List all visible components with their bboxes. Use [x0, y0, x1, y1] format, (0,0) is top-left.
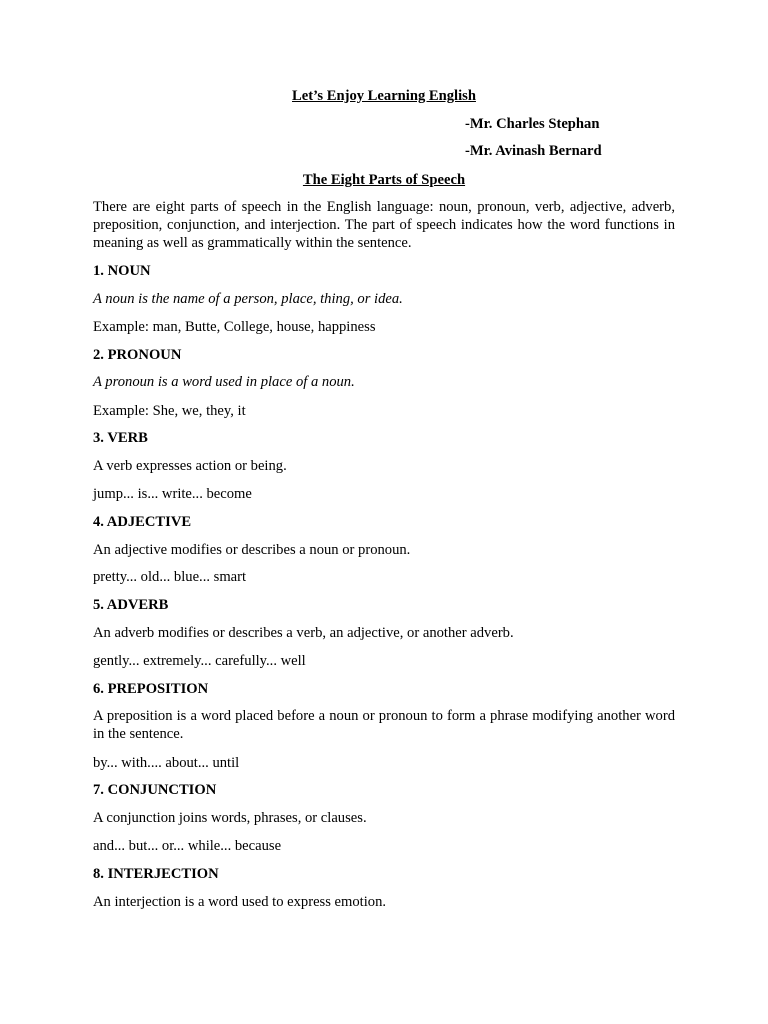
document-subtitle: The Eight Parts of Speech [302, 172, 466, 188]
section-example-adjective: pretty... old... blue... smart [93, 569, 247, 585]
section-heading-adjective: 4. ADJECTIVE [93, 514, 192, 530]
section-definition-adjective: An adjective modifies or describes a noun or pronoun. [93, 542, 411, 558]
section-definition-pronoun: A pronoun is a word used in place of a noun. [93, 374, 355, 390]
section-definition-adverb: An adverb modifies or describes a verb, an adjective, or another adverb. [93, 625, 514, 641]
section-heading-noun: 1. NOUN [93, 263, 151, 279]
section-definition-interjection: An interjection is a word used to express emotion. [93, 894, 387, 910]
section-definition-conjunction: A conjunction joins words, phrases, or clauses. [93, 810, 367, 826]
section-heading-interjection: 8. INTERJECTION [93, 866, 219, 882]
section-definition-verb: A verb expresses action or being. [93, 458, 287, 474]
document-title: Let’s Enjoy Learning English [292, 88, 476, 104]
section-example-adverb: gently... extremely... carefully... well [93, 653, 306, 669]
section-example-noun: Example: man, Butte, College, house, happiness [93, 319, 376, 335]
author-1: -Mr. Charles Stephan [465, 116, 600, 132]
section-example-preposition: by... with.... about... until [93, 755, 240, 771]
section-heading-verb: 3. VERB [93, 430, 148, 446]
section-definition-preposition: A preposition is a word placed before a noun or pronoun to form a phrase modifying another word in the sentence. [93, 708, 675, 742]
section-heading-conjunction: 7. CONJUNCTION [93, 782, 217, 798]
section-definition-noun: A noun is the name of a person, place, thing, or idea. [93, 291, 403, 307]
section-example-conjunction: and... but... or... while... because [93, 838, 282, 854]
author-2: -Mr. Avinash Bernard [465, 143, 602, 159]
section-example-pronoun: Example: She, we, they, it [93, 403, 246, 419]
section-heading-adverb: 5. ADVERB [93, 597, 169, 613]
section-heading-preposition: 6. PREPOSITION [93, 681, 209, 697]
section-example-verb: jump... is... write... become [93, 486, 252, 502]
intro-paragraph: There are eight parts of speech in the English language: noun, pronoun, verb, adjective, adverb, preposition, conjunction, and interjection. The part of speech indicates how the word functions in meaning as well as grammatically within the sentence. [93, 199, 675, 251]
section-heading-pronoun: 2. PRONOUN [93, 347, 182, 363]
